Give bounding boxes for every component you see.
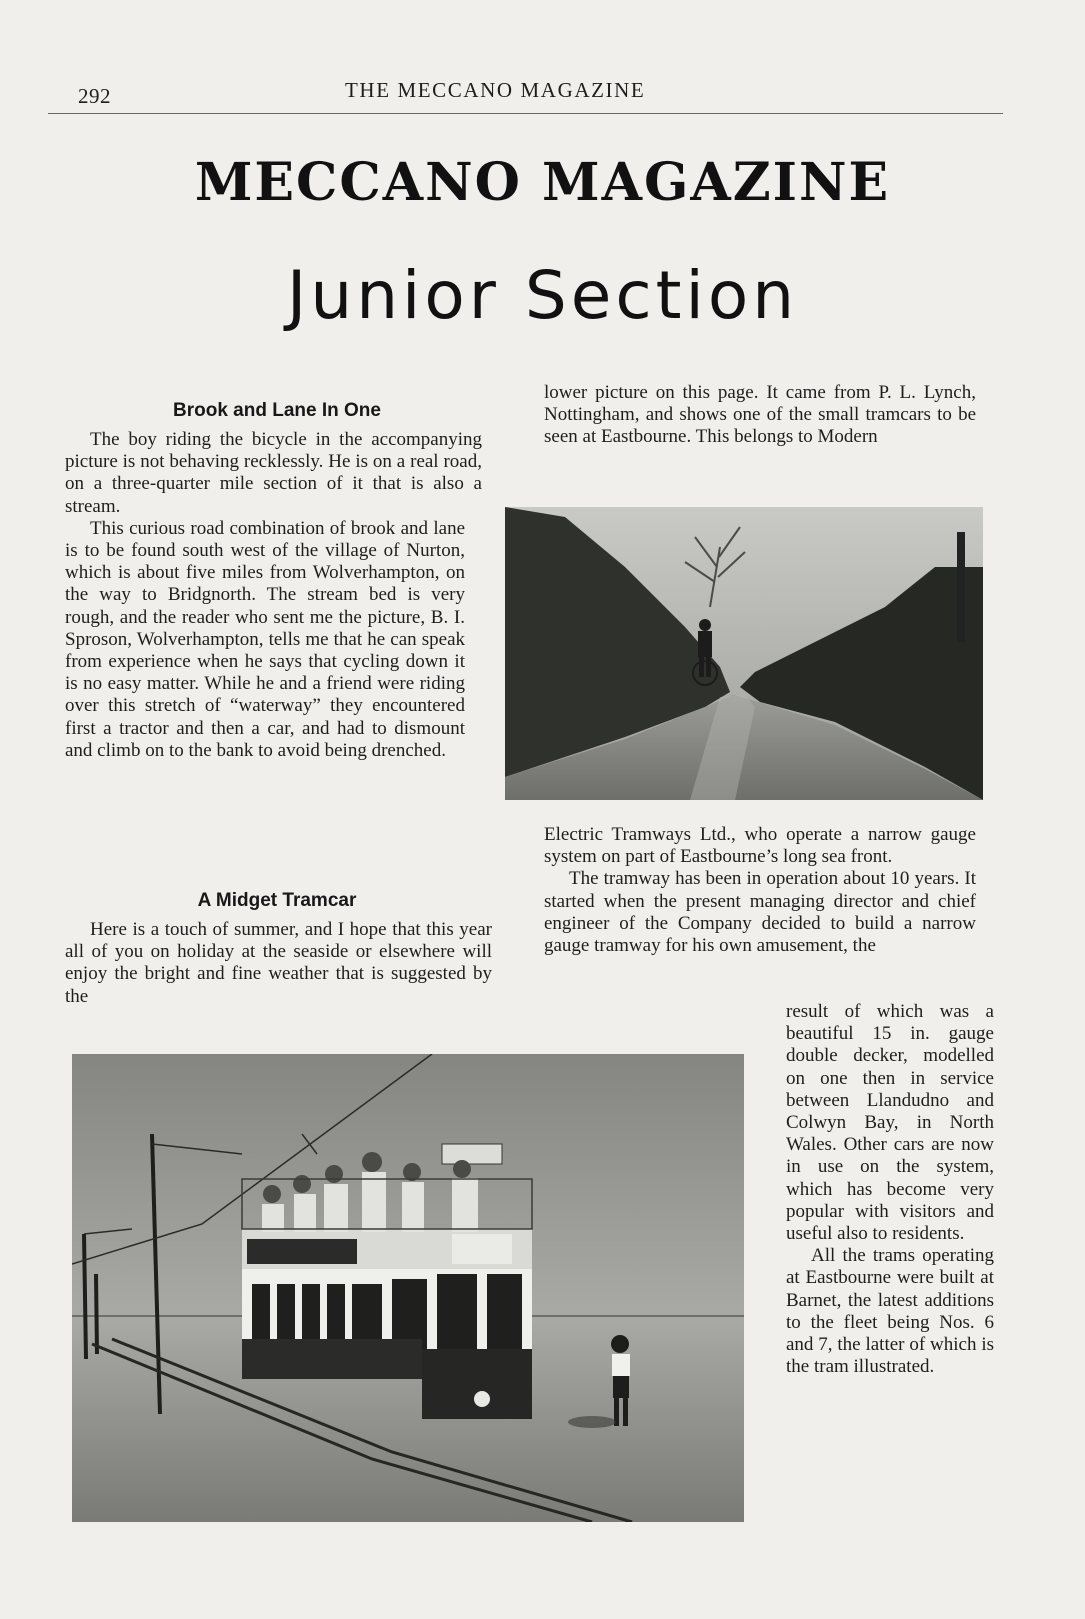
masthead: MECCANO MAGAZINE: [194, 152, 891, 213]
article-heading-brook: Brook and Lane In One: [173, 400, 381, 421]
article-body-tramcar-narrow: [786, 1001, 994, 1378]
section-title: Junior Section: [286, 257, 799, 334]
paragraph: Electric Tramways Ltd., who operate a narrow gauge system on part of Eastbourne’s long sea front.: [544, 824, 976, 868]
paragraph: lower picture on this page. It came from P. L. Lynch, Nottingham, and shows one of the small tramcars to be seen at Eastbourne. This belongs to Modern: [544, 382, 976, 448]
header-rule: [48, 113, 1003, 114]
tram-image: [72, 1054, 744, 1522]
paragraph: result of which was a beautiful 15 in. gauge double decker, modelled on one then in service between Llandudno and Colwyn Bay, in North Wales. Other cars are now in use on the system, which has become very popular with visitors and useful also to residents.: [786, 1001, 994, 1245]
article-body-tramcar-continued: [544, 382, 976, 449]
article-heading-tramcar: A Midget Tramcar: [197, 890, 357, 911]
article-body-brook: [65, 429, 492, 762]
paragraph: Here is a touch of summer, and I hope that this year all of you on holiday at the seaside or elsewhere will enjoy the bright and fine weather that is suggested by the: [65, 919, 492, 1007]
paragraph: The tramway has been in operation about 10 years. It started when the present managing director and chief engineer of the Company decided to build a narrow gauge tramway for his own amusement, the: [544, 868, 976, 957]
paragraph: This curious road combination of brook and lane is to be found south west of the village of Nurton, which is about five miles from Wolverhampton, on the way to Bridgnorth. The stream bed is very rough, and the reader who sent me the picture, B. I. Sproson, Wolverhampton, tells me that he can speak from experience when he says that cycling down it is no easy matter. While he and a friend were riding over this stretch of “waterway” they encountered first a tractor and then a car, and had to dismount and climb on to the bank to avoid being drenched.: [65, 517, 465, 761]
article-body-tramcar-start: [65, 919, 492, 1008]
paragraph: The boy riding the bicycle in the accompanying picture is not behaving recklessly. He is on a real road, on a three-quarter mile section of it that is also a stream.: [65, 429, 482, 517]
cyclist-lane-image: [505, 507, 983, 800]
page-number: 292: [78, 84, 111, 108]
cyclist-lane-photo: [505, 507, 983, 800]
paragraph: All the trams operating at Eastbourne were built at Barnet, the latest additions to the fleet being Nos. 6 and 7, the latter of which is the tram illustrated.: [786, 1245, 994, 1378]
running-title: THE MECCANO MAGAZINE: [345, 78, 646, 102]
article-body-tramcar-operator: [544, 824, 976, 957]
tram-photo: [72, 1054, 744, 1522]
